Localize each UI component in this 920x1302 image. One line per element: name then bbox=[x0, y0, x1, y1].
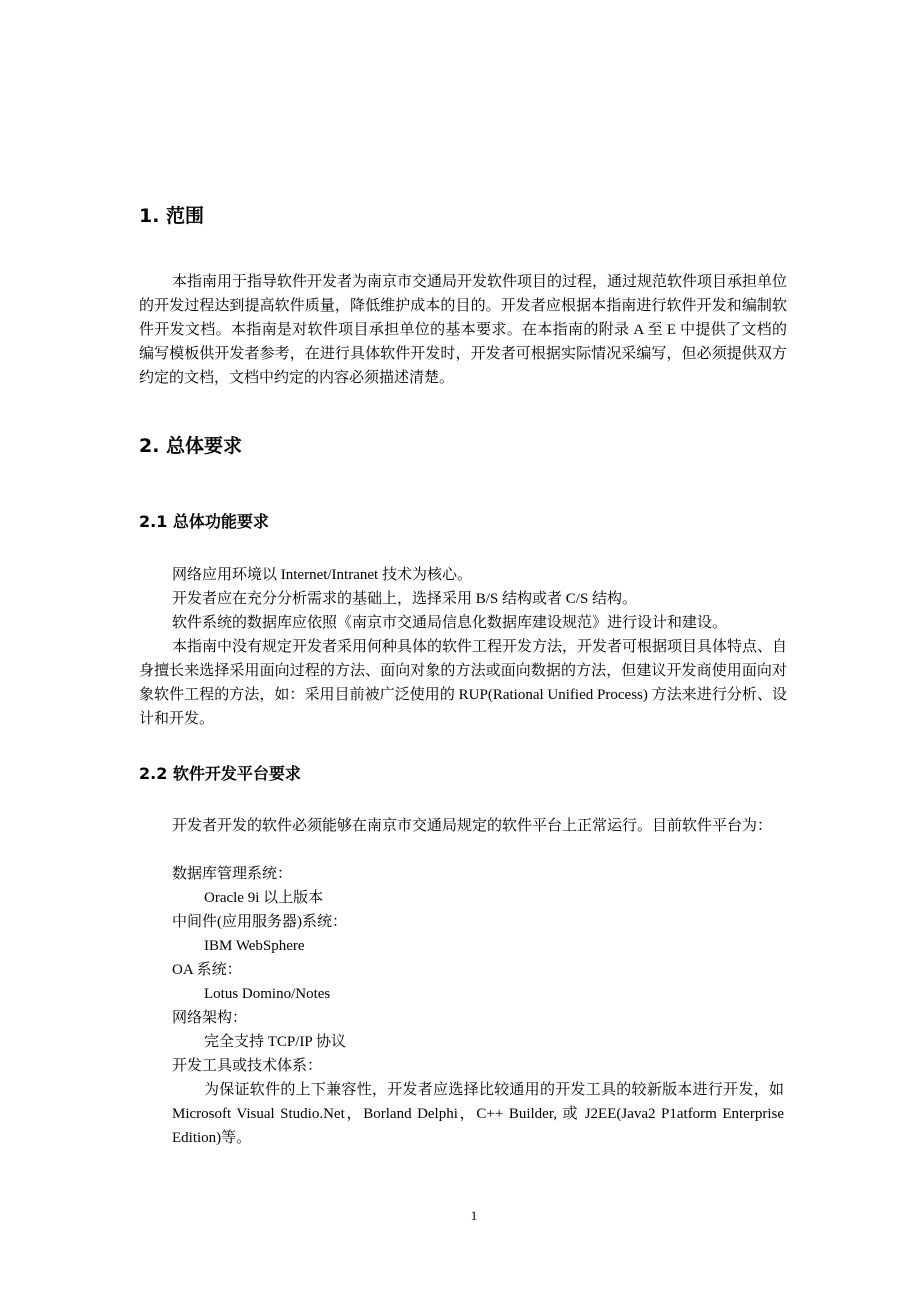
oa-value: Lotus Domino/Notes bbox=[204, 986, 331, 1002]
section-2-2-intro: 开发者开发的软件必须能够在南京市交通局规定的软件平台上正常运行。目前软件平台为： bbox=[172, 818, 773, 834]
middleware-value: IBM WebSphere bbox=[204, 938, 305, 954]
section-2-1-line-network: 网络应用环境以 Internet/Intranet 技术为核心。 bbox=[172, 567, 472, 583]
network-value: 完全支持 TCP/IP 协议 bbox=[204, 1034, 346, 1050]
db-value: Oracle 9i 以上版本 bbox=[204, 890, 324, 906]
section-1-heading: 1. 范围 bbox=[139, 205, 205, 227]
page-number: 1 bbox=[470, 1208, 478, 1223]
section-2-1-line-database: 软件系统的数据库应依照《南京市交通局信息化数据库建设规范》进行设计和建设。 bbox=[172, 615, 728, 631]
db-label: 数据库管理系统： bbox=[172, 866, 293, 882]
tools-label: 开发工具或技术体系： bbox=[172, 1058, 323, 1074]
middleware-label: 中间件(应用服务器)系统： bbox=[172, 914, 347, 930]
section-2-1-paragraph: 本指南中没有规定开发者采用何种具体的软件工程开发方法，开发者可根据项目具体特点、自身擅长来选择采用面向过程的方法、面向对象的方法或面向数据的方法，但建议开发商使用面向对象软件工程的方法，如：采用目前被广泛使用的 RUP(Rational Unified Process) 方法来进行分析、设计和开发。 bbox=[139, 639, 788, 727]
section-1-paragraph: 本指南用于指导软件开发者为南京市交通局开发软件项目的过程，通过规范软件项目承担单位的开发过程达到提高软件质量，降低维护成本的目的。开发者应根据本指南进行软件开发和编制软件开发文档。本指南是对软件项目承担单位的基本要求。在本指南的附录 A 至 E 中提供了文档的编写模板供开发者参考，在进行具体软件开发时，开发者可根据实际情况采编写，但必须提供双方约定的文档，文档中约定的内容必须描述清楚。 bbox=[139, 274, 788, 386]
section-2-1-heading: 2.1 总体功能要求 bbox=[139, 512, 269, 531]
section-2-2-heading: 2.2 软件开发平台要求 bbox=[139, 764, 301, 783]
oa-label: OA 系统： bbox=[172, 962, 242, 978]
network-label: 网络架构： bbox=[172, 1010, 248, 1026]
tools-paragraph: 为保证软件的上下兼容性，开发者应选择比较通用的开发工具的较新版本进行开发，如 Microsoft Visual Studio.Net，Borland Delphi，C++ Builder, 或 J2EE(Java2 P1atform Enterprise Edition)等。 bbox=[172, 1082, 784, 1146]
section-2-1-line-architecture: 开发者应在充分分析需求的基础上，选择采用 B/S 结构或者 C/S 结构。 bbox=[172, 591, 638, 607]
section-2-heading: 2. 总体要求 bbox=[139, 435, 243, 457]
